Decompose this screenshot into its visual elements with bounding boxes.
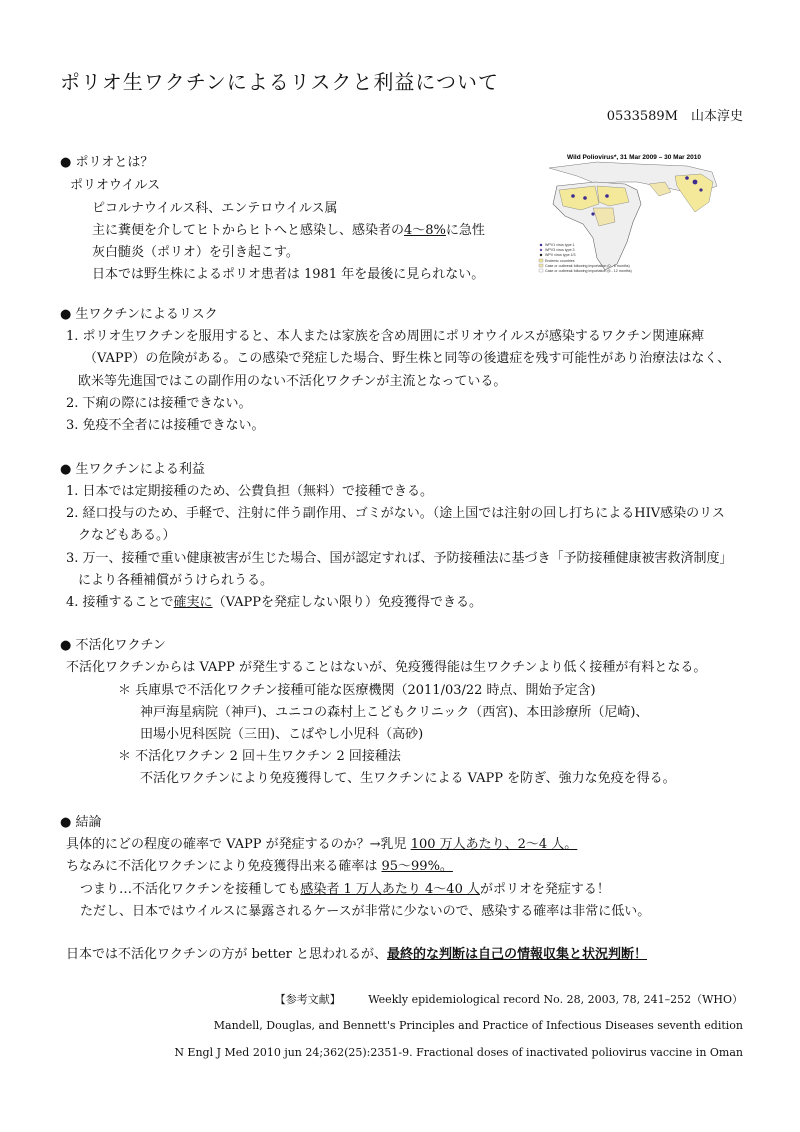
conclusion-3-underlined: 感染者 1 万人あたり 4〜40 人 — [300, 882, 480, 897]
conclusion-1-underlined: 100 万人あたり、2〜4 人。 — [410, 837, 578, 852]
section-heading-polio: ● ポリオとは？ — [60, 155, 154, 170]
final-statement-a: 日本では不活化ワクチンの方が better と思われるが、 — [66, 947, 387, 962]
transmission-text — [92, 222, 485, 239]
benefit-item-1: 1. 日本では定期接種のため、公費負担（無料）で接種できる。 — [66, 484, 434, 499]
poliomyelitis-text: 灰白髄炎（ポリオ）を引き起こす。 — [92, 245, 299, 260]
hyogo-clinics-heading: ＊ 兵庫県で不活化ワクチン接種可能な医療機関（2011/03/22 時点、開始予定含) — [118, 683, 596, 698]
map-svg — [537, 146, 742, 303]
conclusion-3a: つまり…不活化ワクチンを接種しても — [80, 882, 301, 897]
combined-schedule-text: 不活化ワクチンにより免疫獲得して、生ワクチンによる VAPP を防ぎ、強力な免疫を得る。 — [140, 771, 676, 786]
section-heading-risk: ● 生ワクチンによるリスク — [60, 307, 218, 322]
legend-import-0-6: Case or outbreak following importation (0 - 6 months) — [545, 264, 630, 268]
page-title: ポリオ生ワクチンによるリスクと利益について — [60, 70, 499, 94]
conclusion-1a: 具体的にどの程度の確率で VAPP が発症するのか？→乳児 — [66, 837, 411, 852]
inactivated-summary: 不活化ワクチンからは VAPP が発生することはないが、免疫獲得能は生ワクチンより低く接種が有料となる。 — [66, 660, 707, 675]
section-heading-benefit: ● 生ワクチンによる利益 — [60, 462, 205, 477]
benefit-item-2b: クなどもある。） — [78, 528, 176, 543]
benefit-item-3b: により各種補償がうけられうる。 — [78, 573, 274, 588]
benefit-item-2a: 2. 経口投与のため、手軽で、注射に伴う副作用、ゴミがない。（途上国では注射の回し打ちによるHIV感染のリス — [66, 506, 725, 521]
case-marker — [685, 176, 689, 180]
conclusion-line-1 — [66, 836, 577, 853]
risk-item-1a: 1. ポリオ生ワクチンを服用すると、本人または家族を含め周囲にポリオウイルスが感染するワクチン関連麻痺 — [66, 329, 705, 344]
map-title: Wild Poliovirus*, 31 Mar 2009 – 30 Mar 2010 — [567, 154, 701, 161]
case-marker — [583, 196, 587, 200]
final-statement — [66, 946, 647, 963]
reference-3: N Engl J Med 2010 jun 24;362(25):2351-9. Fractional doses of inactivated poliovirus vaccine in Oman — [174, 1046, 743, 1059]
percent-underlined: 4〜8% — [404, 223, 446, 238]
case-marker — [605, 194, 609, 198]
benefit-item-4c: （VAPPを発症しない限り）免疫獲得できる。 — [212, 595, 482, 610]
legend-wpv13: WPV virus type 1/3 — [545, 253, 576, 257]
legend-endemic: Endemic countries — [545, 259, 575, 263]
conclusion-line-2 — [66, 858, 453, 875]
legend-wpv1: WPV1 virus type 1 — [545, 243, 575, 247]
risk-item-2: 2. 下痢の際には接種できない。 — [66, 396, 252, 411]
conclusion-3c: がポリオを発症する！ — [479, 882, 610, 897]
transmission-text-a: 主に糞便を介してヒトからヒトへと感染し、感染者の — [92, 223, 405, 238]
clinic-list-2: 田場小児科医院（三田)、こばやし小児科（高砂) — [140, 727, 424, 742]
virus-family-text: ピコルナウイルス科、エンテロウイルス属 — [92, 201, 338, 216]
wild-poliovirus-map — [537, 146, 742, 303]
risk-item-3: 3. 免疫不全者には接種できない。 — [66, 418, 265, 433]
legend-import-6-12: Case or outbreak following importation (6 - 12 months) — [545, 269, 632, 273]
conclusion-2-underlined: 95〜99%。 — [381, 859, 453, 874]
transmission-text-c: に急性 — [445, 223, 485, 238]
conclusion-2a: ちなみに不活化ワクチンにより免疫獲得出来る確率は — [66, 859, 382, 874]
benefit-item-4a: 4. 接種することで — [66, 595, 174, 610]
japan-1981-text: 日本では野生株によるポリオ患者は 1981 年を最後に見られない。 — [92, 267, 485, 282]
risk-item-1c: 欧米等先進国ではこの副作用のない不活化ワクチンが主流となっている。 — [78, 374, 507, 389]
legend-wpv3: WPV3 virus type 3 — [545, 248, 575, 252]
author-line: 0533589M 山本淳史 — [606, 109, 743, 124]
reference-1: 【参考文献】 Weekly epidemiological record No. 28, 2003, 78, 241–252（WHO） — [274, 993, 743, 1006]
benefit-item-4 — [66, 594, 482, 611]
case-marker — [699, 188, 702, 191]
combined-schedule-heading: ＊ 不活化ワクチン 2 回＋生ワクチン 2 回接種法 — [118, 749, 401, 764]
benefit-item-3a: 3. 万一、接種で重い健康被害が生じた場合、国が認定すれば、予防接種法に基づき「予防接種健康被害救済制度」 — [66, 551, 733, 566]
benefit-item-4-underlined: 確実に — [173, 595, 213, 610]
endemic-sahel — [597, 186, 629, 206]
risk-item-1b: （VAPP）の危険がある。この感染で発症した場合、野生株と同等の後遺症を残す可能性があり治療法はなく、 — [84, 351, 731, 366]
polio-virus-label: ポリオウイルス — [70, 178, 161, 193]
case-marker — [693, 180, 698, 185]
clinic-list-1: 神戸海星病院（神戸)、ユニコの森村上こどもクリニック（西宮)、本田診療所（尼崎)、 — [140, 705, 649, 720]
case-marker — [591, 212, 594, 215]
conclusion-line-4: ただし、日本ではウイルスに暴露されるケースが非常に少ないので、感染する確率は非常に低い。 — [80, 904, 651, 919]
reference-2: Mandell, Douglas, and Bennett's Principles and Practice of Infectious Diseases seventh edition — [213, 1019, 743, 1032]
case-marker — [571, 194, 575, 198]
section-heading-inactivated: ● 不活化ワクチン — [60, 638, 166, 653]
conclusion-line-3 — [80, 881, 610, 898]
section-heading-conclusion: ● 結論 — [60, 815, 102, 830]
final-statement-emphasis: 最終的な判断は自己の情報収集と状況判断！ — [387, 947, 648, 962]
